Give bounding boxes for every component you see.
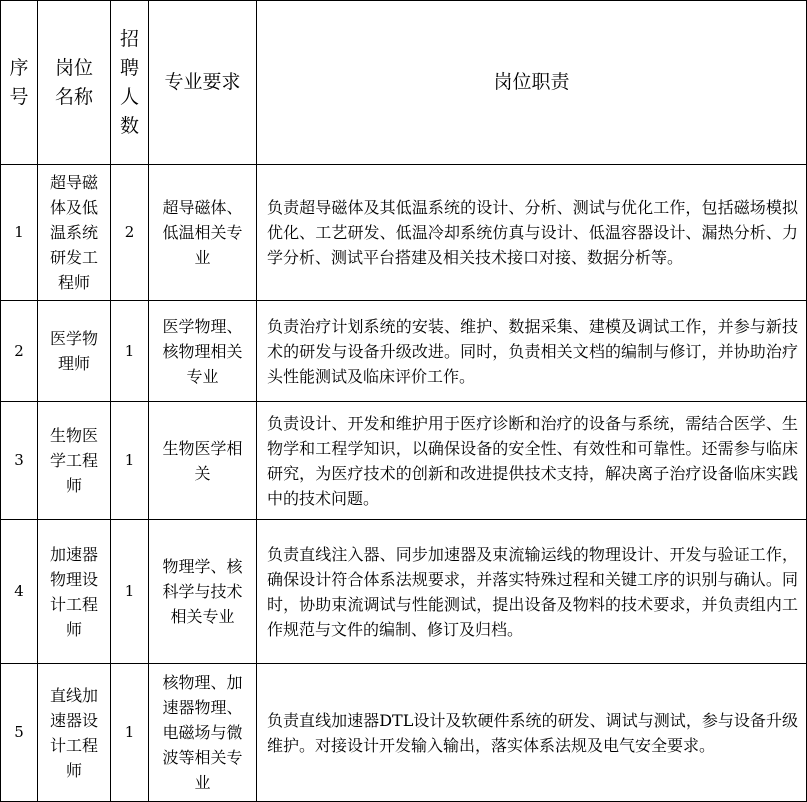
cell-major: 超导磁体、低温相关专业: [149, 165, 257, 301]
cell-position: 医学物理师: [38, 301, 111, 402]
cell-duty: 负责直线加速器DTL设计及软硬件系统的研发、调试与测试，参与设备升级维护。对接设计开发输入输出，落实体系法规及电气安全要求。: [257, 664, 807, 802]
cell-duty: 负责设计、开发和维护用于医疗诊断和治疗的设备与系统，需结合医学、生物学和工程学知识，以确保设备的安全性、有效性和可靠性。还需参与临床研究，为医疗技术的创新和改进提供技术支持，解决离子治疗设备临床实践中的技术问题。: [257, 402, 807, 520]
cell-duty: 负责治疗计划系统的安装、维护、数据采集、建模及调试工作，并参与新技术的研发与设备升级改进。同时，负责相关文档的编制与修订，并协助治疗头性能测试及临床评价工作。: [257, 301, 807, 402]
table-row: [1, 520, 807, 664]
cell-position: 加速器物理设计工程师: [38, 520, 111, 664]
table-row: [1, 664, 807, 802]
cell-no: 1: [1, 165, 38, 301]
cell-no: 5: [1, 664, 38, 802]
cell-duty: 负责直线注入器、同步加速器及束流输运线的物理设计、开发与验证工作，确保设计符合体系法规要求，并落实特殊过程和关键工序的识别与确认。同时，协助束流调试与性能测试，提出设备及物料的技术要求，并负责组内工作规范与文件的编制、修订及归档。: [257, 520, 807, 664]
cell-no: 2: [1, 301, 38, 402]
cell-major: 物理学、核科学与技术相关专业: [149, 520, 257, 664]
cell-count: 1: [111, 520, 149, 664]
cell-position: 生物医学工程师: [38, 402, 111, 520]
cell-count: 2: [111, 165, 149, 301]
cell-major: 核物理、加速器物理、电磁场与微波等相关专业: [149, 664, 257, 802]
table-row: [1, 402, 807, 520]
table-row: [1, 165, 807, 301]
cell-position: 超导磁体及低温系统研发工程师: [38, 165, 111, 301]
cell-count: 1: [111, 664, 149, 802]
table-row: [1, 301, 807, 402]
cell-count: 1: [111, 301, 149, 402]
cell-major: 医学物理、核物理相关专业: [149, 301, 257, 402]
cell-position: 直线加速器设计工程师: [38, 664, 111, 802]
header-position: 岗位名称: [38, 1, 111, 165]
cell-count: 1: [111, 402, 149, 520]
header-count: 招聘人数: [111, 1, 149, 165]
cell-no: 3: [1, 402, 38, 520]
header-major: 专业要求: [149, 1, 257, 165]
cell-no: 4: [1, 520, 38, 664]
cell-duty: 负责超导磁体及其低温系统的设计、分析、测试与优化工作，包括磁场模拟优化、工艺研发、低温冷却系统仿真与设计、低温容器设计、漏热分析、力学分析、测试平台搭建及相关技术接口对接、数据分析等。: [257, 165, 807, 301]
header-duty: 岗位职责: [257, 1, 807, 165]
header-no: 序号: [1, 1, 38, 165]
cell-major: 生物医学相关: [149, 402, 257, 520]
header-row: [1, 1, 807, 165]
